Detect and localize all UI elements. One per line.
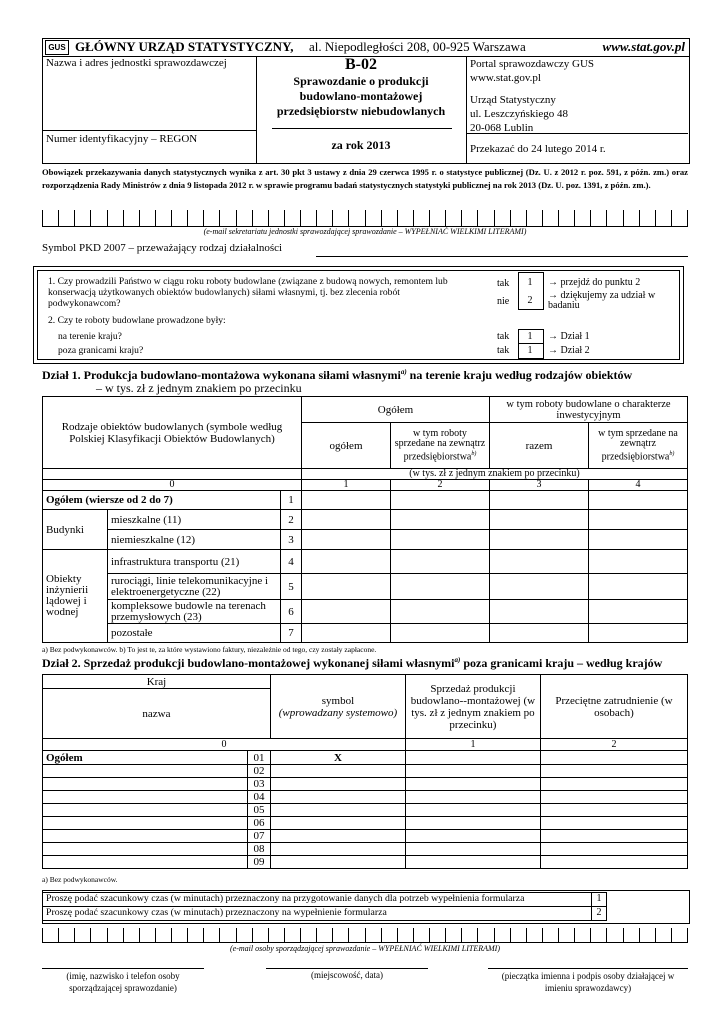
cell-input[interactable]: [589, 491, 688, 510]
row-num: 3: [281, 530, 302, 550]
table-row: [43, 530, 688, 550]
cell-input[interactable]: [43, 856, 248, 869]
cell-input[interactable]: [270, 765, 405, 778]
cell-input[interactable]: [302, 624, 391, 643]
time-question-2: Proszę podać szacunkowy czas (w minutach) przeznaczony na wypełnienie formularza: [46, 907, 387, 918]
col-razem-header: razem: [490, 423, 589, 469]
question-2b: poza granicami kraju?: [58, 345, 144, 356]
cell-input[interactable]: [43, 765, 248, 778]
cell-input[interactable]: [540, 856, 687, 869]
cell-input[interactable]: [43, 778, 248, 791]
form-code: B-02: [345, 56, 377, 73]
regon-label: Numer identyfikacyjny – REGON: [46, 133, 198, 145]
cell-input[interactable]: [405, 830, 540, 843]
email-secretariat-caption: (e-mail sekretariatu jednostki sprawozdającej sprawozdanie – WYPEŁNIAĆ WIELKIMI LITERAMI): [203, 227, 527, 236]
cell-input[interactable]: [43, 830, 248, 843]
cell-input[interactable]: [270, 804, 405, 817]
row-num: 09: [247, 856, 270, 869]
website[interactable]: www.stat.gov.pl: [602, 39, 685, 54]
row-num: 2: [281, 510, 302, 530]
stat-office-street: ul. Leszczyńskiego 48: [470, 108, 569, 120]
time-question-1: Proszę podać szacunkowy czas (w minutach) przeznaczony na przygotowanie danych dla potrzeb wypełnienia formularza: [46, 893, 525, 904]
cell-input[interactable]: [405, 817, 540, 830]
col-sales-header: Sprzedaż produkcji budowlano--montażowej (w tys. zł z jednym znakiem po przecinku): [405, 675, 540, 739]
row-num: 08: [247, 843, 270, 856]
unit-row: (w tys. zł z jednym znakiem po przecinku): [302, 469, 688, 480]
cell-input[interactable]: [540, 830, 687, 843]
cell-input[interactable]: [490, 574, 589, 600]
cell-input[interactable]: [302, 510, 391, 530]
row-num: 7: [281, 624, 302, 643]
table-row: [43, 791, 688, 804]
cell-input[interactable]: [589, 510, 688, 530]
row-num: 05: [247, 804, 270, 817]
section2-footnote: a) Bez podwykonawców.: [42, 875, 118, 884]
cell-input[interactable]: [540, 817, 687, 830]
section1-subtitle: – w tys. zł z jednym znakiem po przecinku: [96, 381, 302, 395]
legal-notice: Obowiązek przekazywania danych statystycznych wynika z art. 30 pkt 3 ustawy z dnia 29 czerwca 1995 r. o statystyce publicznej (Dz. U. z 2012 r. poz. 591, z późn. zm.) oraz rozporządzenia Rady Ministrów z dnia 9 listopada 2012 r. w sprawie programu badań statystycznych statystyki publicznej na rok 2013 (Dz. U. poz. 1391, z późn. zm.).: [42, 167, 688, 190]
row-num: 4: [281, 550, 302, 574]
deadline: Przekazać do 24 lutego 2014 r.: [470, 143, 606, 155]
office-name: GŁÓWNY URZĄD STATYSTYCZNY,: [75, 39, 294, 54]
cell-input[interactable]: [540, 843, 687, 856]
cell-input[interactable]: [540, 751, 687, 765]
unit-name-label: Nazwa i adres jednostki sprawozdawczej: [46, 57, 227, 69]
cell-input[interactable]: [405, 765, 540, 778]
symbol-x: X: [270, 751, 405, 765]
cell-input[interactable]: [490, 530, 589, 550]
section2-title: Dział 2. Sprzedaż produkcji budowlano-montażowej wykonanej siłami własnymi$^{a)}$ poza granicami kraju – według krajów: [42, 656, 663, 670]
portal-link[interactable]: www.stat.gov.pl: [470, 72, 541, 84]
cell-input[interactable]: [391, 550, 490, 574]
cell-input[interactable]: [302, 550, 391, 574]
col-employment-header: Przeciętne zatrudnienie (w osobach): [540, 675, 687, 739]
row-label: infrastruktura transportu (21): [108, 550, 281, 574]
signature-preparer: (imię, nazwisko i telefon osoby sporządzającej sprawozdanie): [66, 971, 180, 993]
cell-input[interactable]: [270, 791, 405, 804]
cell-input[interactable]: [302, 530, 391, 550]
q1-yes-action: → przejdź do punktu 2: [548, 277, 641, 288]
section1-footnote: a) Bez podwykonawców. b) To jest te, za które wystawiono faktury, niezależnie od tego, czy zostały zapłacone.: [42, 645, 377, 654]
question-1: 1. Czy prowadzili Państwo w ciągu roku roboty budowlane (związane z budową nowych, remontem lub konserwacją użytkowanych obiektów budowlanych) siłami własnymi, tj. bez zlecenia robót podwykonawcom?: [48, 276, 448, 309]
col-symbol-header: symbol (wprowadzany systemowo): [270, 675, 405, 739]
email-person-input[interactable]: [42, 928, 688, 944]
col-sold-header: w tym roboty sprzedane na zewnątrz przedsiębiorstwa$^{b)}$: [391, 423, 490, 469]
cell-input[interactable]: [43, 791, 248, 804]
cell-input[interactable]: [490, 600, 589, 624]
row-num: 02: [247, 765, 270, 778]
table-row: [43, 778, 688, 791]
cell-input[interactable]: [490, 550, 589, 574]
table-row: [43, 804, 688, 817]
table-row: [43, 550, 688, 574]
cell-input[interactable]: [490, 624, 589, 643]
table-row: [43, 491, 688, 510]
cell-input[interactable]: [302, 600, 391, 624]
email-secretariat-input[interactable]: [42, 210, 688, 226]
row-num: 5: [281, 574, 302, 600]
office-address: al. Niepodległości 208, 00-925 Warszawa: [309, 39, 526, 54]
q2a-action: → Dział 1: [548, 331, 590, 342]
cell-input[interactable]: [490, 491, 589, 510]
q2b-action: → Dział 2: [548, 345, 590, 356]
col-num-2: 2: [540, 739, 687, 751]
col-num-4: 4: [589, 480, 688, 491]
header-bar: [42, 38, 690, 57]
row-label: mieszkalne (11): [108, 510, 281, 530]
cell-input[interactable]: [391, 574, 490, 600]
cell-input[interactable]: [270, 817, 405, 830]
cell-input[interactable]: [540, 804, 687, 817]
row-num: 01: [247, 751, 270, 765]
cell-input[interactable]: [43, 843, 248, 856]
gus-logo: GUS: [45, 40, 69, 55]
cell-input[interactable]: [405, 804, 540, 817]
stat-office: Urząd Statystyczny: [470, 94, 556, 106]
row-num: 06: [247, 817, 270, 830]
row-num: 6: [281, 600, 302, 624]
cell-input[interactable]: [391, 600, 490, 624]
cell-input[interactable]: [270, 830, 405, 843]
cell-input[interactable]: [391, 510, 490, 530]
table-row: [43, 624, 688, 643]
section1-table: [42, 396, 688, 643]
cell-input[interactable]: [540, 778, 687, 791]
col-num-0: 0: [43, 739, 406, 751]
cell-input[interactable]: [391, 530, 490, 550]
stat-office-city: 20-068 Lublin: [470, 122, 534, 134]
row-num: 07: [247, 830, 270, 843]
col-total-header: Ogółem: [302, 397, 490, 423]
col-num-3: 3: [490, 480, 589, 491]
row-num: 03: [247, 778, 270, 791]
cell-input[interactable]: [540, 791, 687, 804]
q2a-yes-label: tak: [497, 331, 510, 342]
cell-input[interactable]: [43, 804, 248, 817]
email-person-caption: (e-mail osoby sporządzającej sprawozdanie – WYPEŁNIAĆ WIELKIMI LITERAMI): [230, 944, 500, 953]
table-row: [43, 856, 688, 869]
signature-place-date: (miejscowość, data): [311, 970, 383, 980]
q1-no-checkbox[interactable]: 2: [527, 295, 533, 306]
col-name-header: nazwa: [43, 689, 271, 739]
row-label: Ogółem: [43, 751, 248, 765]
table-row: [43, 600, 688, 624]
cell-input[interactable]: [302, 491, 391, 510]
cell-input[interactable]: [589, 574, 688, 600]
cell-input[interactable]: [405, 791, 540, 804]
portal-block: [470, 57, 594, 135]
cell-input[interactable]: [589, 550, 688, 574]
q1-yes-label: tak: [497, 278, 510, 289]
row-label: niemieszkalne (12): [108, 530, 281, 550]
cell-input[interactable]: [43, 817, 248, 830]
q1-no-label: nie: [497, 296, 510, 307]
cell-input[interactable]: [405, 843, 540, 856]
col-investment-header: w tym roboty budowlane o charakterze inwestycyjnym: [490, 397, 688, 423]
time-num-2: 2: [591, 906, 607, 921]
row-label: kompleksowe budowle na terenach przemysłowych (23): [108, 600, 281, 624]
cell-input[interactable]: [270, 856, 405, 869]
q1-no-action: → dziękujemy za udział w badaniu: [548, 290, 656, 311]
row-label: rurociągi, linie telekomunikacyjne i elektroenergetyczne (22): [108, 574, 281, 600]
table-row: [43, 830, 688, 843]
form-year: za rok 2013: [331, 138, 391, 152]
cell-input[interactable]: [405, 778, 540, 791]
cell-input[interactable]: [270, 843, 405, 856]
table-row: [43, 574, 688, 600]
table-row: [43, 843, 688, 856]
table-row: [43, 751, 688, 765]
q1-yes-checkbox[interactable]: 1: [527, 277, 533, 288]
row-label: pozostałe: [108, 624, 281, 643]
col-num-2: 2: [391, 480, 490, 491]
cell-input[interactable]: [405, 856, 540, 869]
section2-table: [42, 674, 688, 869]
question-2a: na terenie kraju?: [58, 331, 122, 342]
cell-input[interactable]: [540, 765, 687, 778]
cell-input[interactable]: [270, 778, 405, 791]
q2b-yes-label: tak: [497, 345, 510, 356]
cell-input[interactable]: [589, 530, 688, 550]
time-input-1[interactable]: [606, 892, 686, 905]
cell-input[interactable]: [490, 510, 589, 530]
col-total-sub: ogółem: [302, 423, 391, 469]
cell-input[interactable]: [589, 624, 688, 643]
cell-input[interactable]: [391, 624, 490, 643]
col-country-header: Kraj: [43, 675, 271, 689]
question-2: 2. Czy te roboty budowlane prowadzone były:: [48, 315, 226, 326]
col-num-0: 0: [43, 480, 302, 491]
cell-input[interactable]: [589, 600, 688, 624]
col-sold2-header: w tym sprzedane na zewnątrz przedsiębiorstwa$^{b)}$: [589, 423, 688, 469]
cell-input[interactable]: [405, 751, 540, 765]
group-buildings: Budynki: [43, 510, 108, 550]
col-num-1: 1: [302, 480, 391, 491]
group-civil: Obiekty inżynierii lądowej i wodnej: [43, 550, 108, 643]
time-input-2[interactable]: [606, 906, 686, 919]
col-num-1: 1: [405, 739, 540, 751]
form-title: Sprawozdanie o produkcji budowlano-montażowej przedsiębiorstw niebudowlanych: [276, 74, 446, 118]
q2a-checkbox[interactable]: 1: [527, 331, 533, 342]
row-label: Ogółem (wiersze od 2 do 7): [43, 491, 281, 510]
row-num: 04: [247, 791, 270, 804]
signature-stamp: (pieczątka imienna i podpis osoby działającej w imieniu sprawozdawcy): [501, 971, 675, 993]
cell-input[interactable]: [302, 574, 391, 600]
cell-input[interactable]: [391, 491, 490, 510]
portal-line1: Portal sprawozdawczy GUS: [470, 58, 595, 70]
table-row: [43, 765, 688, 778]
time-num-1: 1: [591, 892, 607, 907]
pkd-label: Symbol PKD 2007 – przeważający rodzaj działalności: [42, 242, 283, 254]
col-types-header: Rodzaje obiektów budowlanych (symbole według Polskiej Klasyfikacji Obiektów Budowlanych): [43, 397, 302, 469]
row-num: 1: [281, 491, 302, 510]
q2b-checkbox[interactable]: 1: [527, 345, 533, 356]
table-row: [43, 510, 688, 530]
section1-title: Dział 1. Produkcja budowlano-montażowa wykonana siłami własnymi$^{a)}$ na terenie kraju według rodzajów obiektów: [42, 368, 633, 382]
table-row: [43, 817, 688, 830]
